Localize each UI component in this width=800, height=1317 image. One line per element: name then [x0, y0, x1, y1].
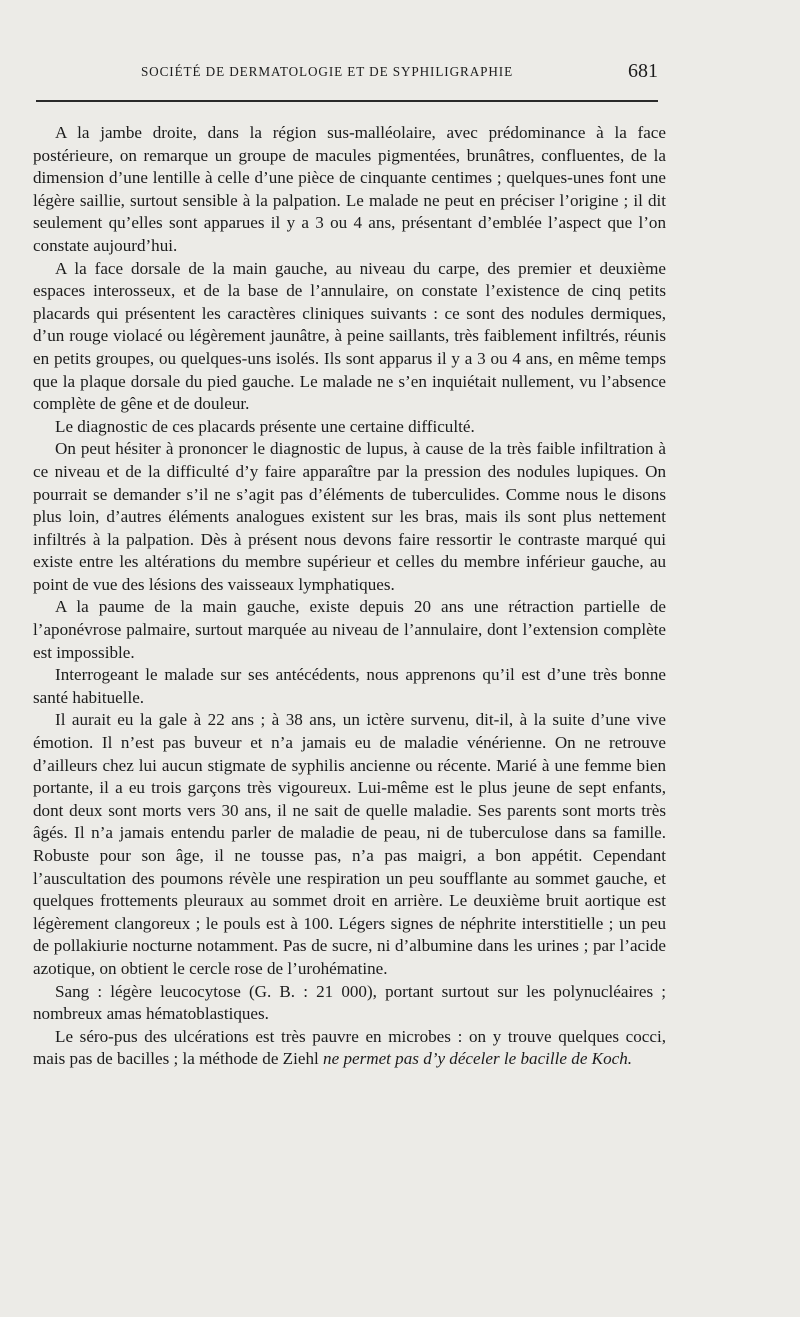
paragraph-right-leg: A la jambe droite, dans la région sus-malléolaire, avec prédominance à la face postérieure, on remarque un groupe de macules pigmentées, brunâtres, confluentes, de la dimension d’une lentille à celle d’une pièce de cinquante centimes ; quelques-unes font une légère saillie, surtout sensible à la palpation. Le malade ne peut en préciser l’origine ; il dit seulement qu’elles sont apparues il y a 3 ou 4 ans, présentant d’emblée l’aspect que l’on constate aujourd’hui.: [33, 123, 666, 255]
paragraph-history-intro: Interrogeant le malade sur ses antécédents, nous apprenons qu’il est d’une très bonne santé habituelle.: [33, 665, 666, 707]
running-title: SOCIÉTÉ DE DERMATOLOGIE ET DE SYPHILIGRAPHIE: [140, 64, 514, 79]
paragraph-history: Il aurait eu la gale à 22 ans ; à 38 ans, un ictère survenu, dit-il, à la suite d’une vive émotion. Il n’est pas buveur et n’a jamais eu de maladie vénérienne. On ne retrouve d’ailleurs chez lui aucun stigmate de syphilis ancienne ou récente. Marié à une femme bien portante, il a eu trois garçons très vigoureux. Lui-même est le plus jeune de sept enfants, dont deux sont morts vers 30 ans, il ne sait de quelle maladie. Ses parents sont morts très âgés. Il n’a jamais entendu parler de maladie de peau, ni de tuberculose dans sa famille. Robuste pour son âge, il ne tousse pas, n’a pas maigri, a bon appétit. Cependant l’auscultation des poumons révèle une respiration un peu soufflante au sommet gauche, et quelques frottements pleuraux au sommet droit en arrière. Le deuxième bruit aortique est légèrement clangoreux ; le pouls est à 100. Légers signes de néphrite interstitielle ; un peu de pollakiurie nocturne notamment. Pas de sucre, ni d’albumine dans les urines ; par l’acide azotique, on obtient le cercle rose de l’urohématine.: [33, 710, 666, 978]
paragraph-palm: A la paume de la main gauche, existe depuis 20 ans une rétraction partielle de l’aponévrose palmaire, surtout marquée au niveau de l’annulaire, dont l’extension complète est impossible.: [33, 597, 666, 662]
page-header: [36, 58, 658, 92]
microbes-text: Le séro-pus des ulcérations est très pauvre en microbes : on y trouve quelques cocci, mais pas de bacilles ; la méthode de Ziehl: [33, 1026, 666, 1069]
paragraph-microbes: [33, 1026, 666, 1071]
microbes-italic: ne permet pas d’y déceler le bacille de Koch.: [323, 1049, 633, 1069]
paragraph-differential: On peut hésiter à prononcer le diagnostic de lupus, à cause de la très faible infiltration à ce niveau et de la difficulté d’y faire apparaître par la pression des nodules lupiques. On pourrait se demander s’il ne s’agit pas d’éléments de tuberculides. Comme nous le disons plus loin, d’autres éléments analogues existent sur les bras, mais ils sont plus nettement infiltrés à la palpation. Dès à présent nous devons faire ressortir le contraste marqué qui existe entre les altérations du membre supérieur et celles du membre inférieur gauche, au point de vue des lésions des vaisseaux lymphatiques.: [33, 439, 666, 594]
paragraph-blood: Sang : légère leucocytose (G. B. : 21 000), portant surtout sur les polynucléaires ; nombreux amas hématoblastiques.: [33, 981, 666, 1024]
page-number: 681: [628, 60, 658, 82]
body-text: [33, 122, 666, 1071]
paragraph-left-hand-dorsal: A la face dorsale de la main gauche, au niveau du carpe, des premier et deuxième espaces interosseux, et de la base de l’annulaire, on constate l’existence de cinq petits placards qui présentent les caractères cliniques suivants : ce sont des nodules dermiques, d’un rouge violacé ou légèrement jaunâtre, à peine saillants, très faiblement infiltrés, réunis en petits groupes, ou quelques-uns isolés. Ils sont apparus il y a 3 ou 4 ans, en même temps que la plaque dorsale du pied gauche. Le malade ne s’en inquiétait nullement, vu l’absence complète de gêne et de douleur.: [33, 258, 666, 414]
header-rule: [36, 100, 658, 102]
paragraph-diagnosis: Le diagnostic de ces placards présente une certaine difficulté.: [55, 416, 475, 436]
